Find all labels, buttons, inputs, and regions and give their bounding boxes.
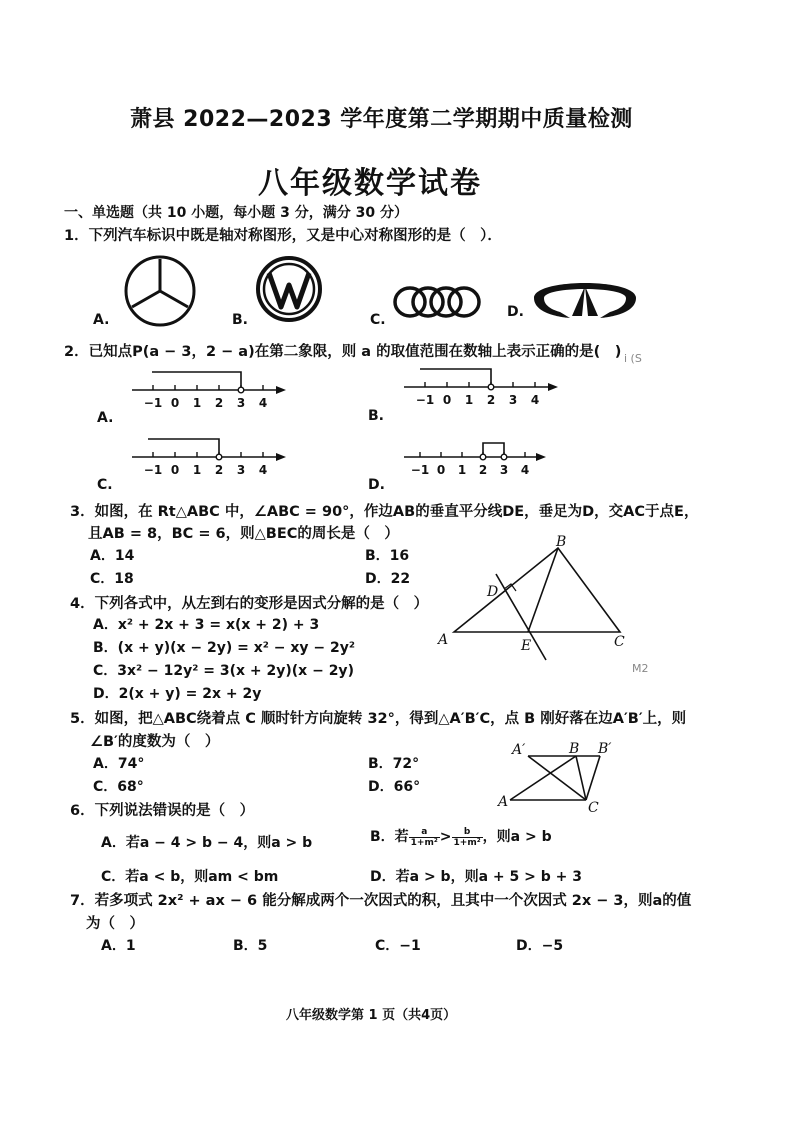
q4-option-b: B．(x + y)(x − 2y) = x² − xy − 2y² (93, 640, 356, 656)
question-1-stem: 1．下列汽车标识中既是轴对称图形，又是中心对称图形的是（ ）． (64, 228, 502, 244)
q1-option-b-label: B. (232, 312, 248, 328)
q2-option-c-label: C. (97, 477, 113, 493)
q3-option-a: A．14 (90, 548, 135, 564)
tick-label: 0 (170, 463, 180, 477)
fraction-numerator: b (452, 827, 483, 838)
q2-number-line-c (128, 432, 288, 480)
tick-label: 3 (236, 463, 246, 477)
tick-label: 3 (236, 396, 246, 410)
q5-option-d: D．66° (368, 779, 421, 795)
q5-option-b: B．72° (368, 756, 420, 772)
q5-rotation-figure (496, 738, 636, 818)
q3-triangle-figure (430, 534, 640, 664)
tick-label: 4 (258, 396, 268, 410)
vertex-label-b: B (569, 741, 580, 757)
q2-number-line-a (128, 365, 288, 413)
fraction-a (409, 827, 440, 848)
infiniti-logo-icon (530, 272, 640, 322)
q4-option-d: D．2(x + y) = 2x + 2y (93, 686, 262, 702)
exam-title: 萧县 2022—2023 学年度第二学期期中质量检测 (130, 107, 633, 132)
vertex-label-d: D (487, 584, 499, 600)
tick-label: 2 (486, 393, 496, 407)
fraction-denominator: 1+m² (453, 837, 481, 848)
tick-label: 1 (464, 393, 474, 407)
tick-label: −1 (143, 463, 163, 477)
vertex-label-b: B (556, 534, 567, 550)
q5-option-a: A．74° (93, 756, 145, 772)
tick-label: 1 (192, 396, 202, 410)
vertex-label-b-prime: B′ (598, 741, 612, 757)
vertex-label-c: C (588, 800, 599, 816)
q2-option-a-label: A. (97, 410, 114, 426)
tick-label: 2 (214, 463, 224, 477)
q6-option-a: A．若a − 4 > b − 4，则a > b (101, 835, 313, 851)
q1-option-a-label: A. (93, 312, 110, 328)
tick-label: −1 (415, 393, 435, 407)
tick-label: −1 (143, 396, 163, 410)
q5-option-c: C．68° (93, 779, 144, 795)
question-7-stem-line2: 为（ ） (86, 916, 144, 932)
exam-subtitle: 八年级数学试卷 (258, 166, 482, 201)
tick-label: 2 (478, 463, 488, 477)
vertex-label-a-prime: A′ (512, 742, 526, 758)
q3-option-b: B．16 (365, 548, 410, 564)
audi-logo-icon (393, 284, 483, 320)
question-3-stem-line1: 3．如图，在 Rt△ABC 中，∠ABC = 90°，作边AB的垂直平分线DE，垂足为D，交AC于点E， (70, 504, 699, 520)
question-6-stem: 6．下列说法错误的是（ ） (70, 803, 255, 819)
question-7-stem-line1: 7．若多项式 2x² + ax − 6 能分解成两个一次因式的积，且其中一个次因式 2x − 3，则a的值 (70, 893, 692, 909)
q7-option-b: B．5 (233, 938, 268, 954)
q2-number-line-b (400, 362, 560, 410)
question-3-stem-line2: 且AB = 8，BC = 6，则△BEC的周长是（ ） (88, 526, 399, 542)
mercedes-logo-icon (120, 253, 200, 329)
q7-option-d: D．−5 (516, 938, 564, 954)
tick-label: 0 (436, 463, 446, 477)
tick-label: 2 (214, 396, 224, 410)
tick-label: 4 (530, 393, 540, 407)
volkswagen-logo-icon (255, 255, 323, 323)
q1-option-d-label: D. (507, 304, 524, 320)
vertex-label-a: A (498, 794, 509, 810)
q4-option-c: C．3x² − 12y² = 3(x + 2y)(x − 2y) (93, 663, 354, 679)
section-heading: 一、单选题（共 10 小题，每小题 3 分，满分 30 分） (64, 205, 408, 221)
q6-option-b-prefix: B．若 (370, 829, 409, 845)
q6-option-d: D．若a > b，则a + 5 > b + 3 (370, 869, 582, 885)
margin-mark: M2 (632, 662, 649, 675)
q4-option-a: A．x² + 2x + 3 = x(x + 2) + 3 (93, 617, 320, 633)
greater-than-sign: > (439, 829, 452, 845)
margin-mark: i (S (624, 352, 642, 365)
question-5-stem-line2: ∠B′的度数为（ ） (90, 734, 220, 750)
tick-label: 1 (457, 463, 467, 477)
question-2-stem: 2．已知点P(a − 3，2 − a)在第二象限，则 a 的取值范围在数轴上表示正确的是( ) (64, 344, 622, 360)
tick-label: 0 (170, 396, 180, 410)
q6-option-b (370, 826, 552, 848)
tick-label: −1 (410, 463, 430, 477)
tick-label: 4 (258, 463, 268, 477)
fraction-denominator: 1+m² (410, 837, 438, 848)
vertex-label-a: A (438, 632, 449, 648)
tick-label: 4 (520, 463, 530, 477)
vertex-label-c: C (614, 634, 625, 650)
q2-option-d-label: D. (368, 477, 385, 493)
q2-option-b-label: B. (368, 408, 384, 424)
tick-label: 0 (442, 393, 452, 407)
q7-option-a: A．1 (101, 938, 136, 954)
fraction-numerator: a (409, 827, 440, 838)
q1-option-c-label: C. (370, 312, 386, 328)
question-5-stem-line1: 5．如图，把△ABC绕着点 C 顺时针方向旋转 32°，得到△A′B′C，点 B 刚好落在边A′B′上，则 (70, 711, 687, 727)
vertex-label-e: E (521, 638, 532, 654)
q6-option-c: C．若a < b，则am < bm (101, 869, 279, 885)
q7-option-c: C．−1 (375, 938, 421, 954)
question-4-stem: 4．下列各式中，从左到右的变形是因式分解的是（ ） (70, 596, 429, 612)
tick-label: 3 (499, 463, 509, 477)
fraction-b (452, 827, 483, 848)
page-footer: 八年级数学第 1 页（共4页） (286, 1008, 457, 1023)
q3-option-d: D．22 (365, 571, 411, 587)
q6-option-b-suffix: ，则a > b (482, 829, 552, 845)
tick-label: 1 (192, 463, 202, 477)
q2-number-line-d (400, 432, 560, 480)
tick-label: 3 (508, 393, 518, 407)
q3-option-c: C．18 (90, 571, 134, 587)
